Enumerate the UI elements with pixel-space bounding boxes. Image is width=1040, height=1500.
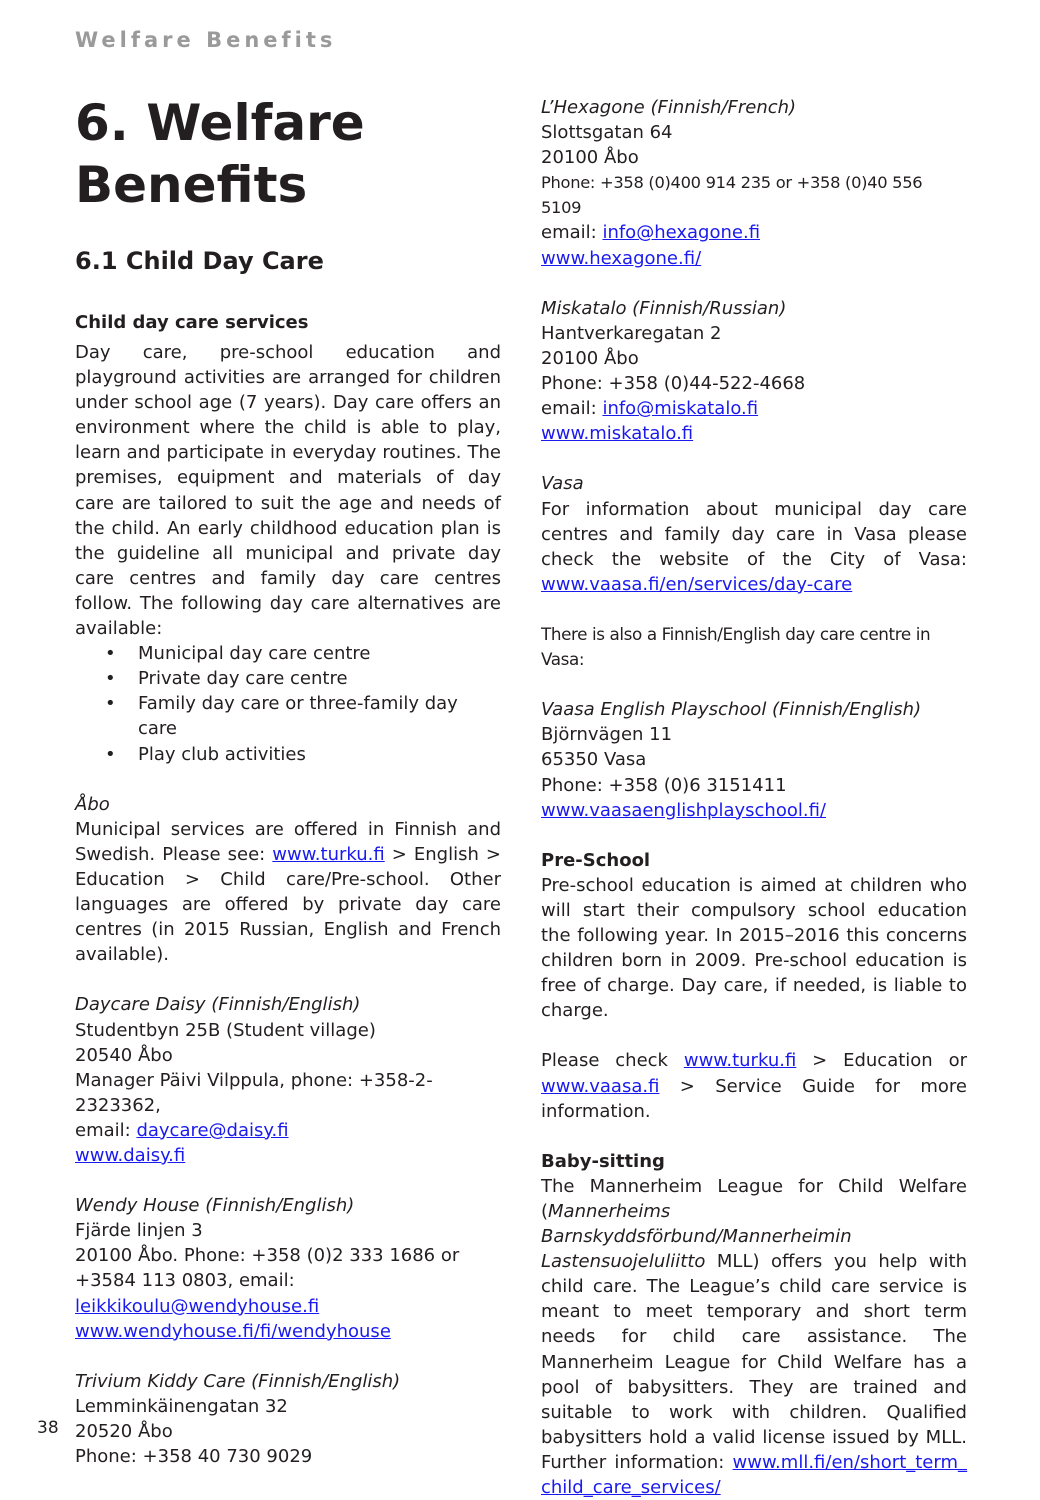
trivium-city: 20520 Åbo — [75, 1421, 173, 1443]
vasa-text: For information about municipal day care centres and family day care in Vasa please check the website of the City of Vasa: — [541, 498, 967, 570]
vasa-also-text: There is also a Finnish/English day care centre in Vasa: — [541, 623, 931, 670]
preschool-check-paragraph — [541, 1048, 967, 1123]
vasa-heading: Vasa — [541, 473, 584, 495]
miskatalo-web-link[interactable]: www.miskatalo.fi — [541, 423, 694, 445]
preschool-check-2: > Education or — [796, 1050, 967, 1072]
wendy-web-link[interactable]: www.wendyhouse.fi/fi/wendyhouse — [75, 1320, 391, 1342]
hexagone-email-link[interactable]: info@hexagone.fi — [602, 222, 761, 244]
list-item: • Private day care centre — [75, 666, 501, 691]
wendy-contact: 20100 Åbo. Phone: +358 (0)2 333 1686 or +3584 113 0803, email: — [75, 1245, 460, 1292]
vaasa-english-name: Vaasa English Playschool (Finnish/English) — [541, 699, 922, 721]
hexagone-email-label: email: — [541, 222, 603, 244]
daisy-email-label: email: — [75, 1119, 137, 1141]
vaasa-english-entry — [541, 697, 967, 822]
vasa-link[interactable]: www.vaasa.fi/en/services/day-care — [541, 573, 853, 595]
daisy-email-link[interactable]: daycare@daisy.fi — [136, 1119, 289, 1141]
hexagone-city: 20100 Åbo — [541, 147, 639, 169]
vaasa-english-city: 65350 Vasa — [541, 749, 647, 771]
hexagone-web-link[interactable]: www.hexagone.fi/ — [541, 247, 702, 269]
vaasa-english-street: Björnvägen 11 — [541, 724, 673, 746]
daisy-entry — [75, 992, 501, 1168]
wendy-contact-line — [75, 1243, 501, 1318]
miskatalo-entry — [541, 296, 967, 447]
miskatalo-email-label: email: — [541, 398, 603, 420]
list-item: • Play club activities — [75, 742, 501, 767]
miskatalo-city: 20100 Åbo — [541, 347, 639, 369]
babysitting-heading: Baby-sitting — [541, 1150, 665, 1172]
list-item: • Municipal day care centre — [75, 641, 501, 666]
daisy-name: Daycare Daisy (Finnish/English) — [75, 994, 361, 1016]
preschool-check-3: > Service Guide for more information. — [541, 1075, 967, 1122]
left-body — [75, 310, 501, 1469]
preschool-paragraph: Pre-school education is aimed at children who will start their compulsory school education the following year. In 2015–2016 this concerns children born in 2009. Pre-school education is free of charge. Day care, if needed, is liable to charge. — [541, 874, 967, 1022]
trivium-street: Lemminkäinengatan 32 — [75, 1395, 288, 1417]
section-title: 6.1 Child Day Care — [75, 247, 324, 275]
vaasa-english-web-link[interactable]: www.vaasaenglishplayschool.fi/ — [541, 799, 826, 821]
page-number: 38 — [37, 1418, 59, 1438]
alternatives-list — [75, 641, 501, 766]
abo-text-1: Municipal services are offered in Finnish and Swedish. Please see: — [75, 818, 501, 865]
babysitting-paragraph — [541, 1174, 967, 1500]
preschool-heading: Pre-School — [541, 849, 651, 871]
wendy-street: Fjärde linjen 3 — [75, 1220, 203, 1242]
daisy-street: Studentbyn 25B (Student village) — [75, 1019, 376, 1041]
hexagone-entry — [541, 95, 967, 271]
trivium-name: Trivium Kiddy Care (Finnish/English) — [75, 1370, 401, 1392]
miskatalo-email-link[interactable]: info@miskatalo.fi — [602, 398, 759, 420]
vaasa-english-phone: Phone: +358 (0)6 3151411 — [541, 774, 787, 796]
miskatalo-name: Miskatalo (Finnish/Russian) — [541, 297, 787, 319]
daisy-web-link[interactable]: www.daisy.fi — [75, 1145, 186, 1166]
chapter-title-line-1: 6. Welfare — [75, 94, 365, 152]
wendy-entry — [75, 1193, 501, 1344]
abo-heading: Åbo — [75, 793, 110, 815]
hexagone-email-line — [541, 220, 967, 245]
preschool-check-1: Please check — [541, 1050, 684, 1072]
miskatalo-street: Hantverkaregatan 2 — [541, 322, 722, 344]
services-heading: Child day care services — [75, 312, 309, 333]
miskatalo-phone: Phone: +358 (0)44-522-4668 — [541, 373, 806, 395]
miskatalo-email-line — [541, 396, 967, 421]
abo-paragraph — [75, 817, 501, 968]
wendy-name: Wendy House (Finnish/English) — [75, 1195, 355, 1217]
turku-link[interactable]: www.turku.fi — [272, 843, 385, 865]
preschool-vaasa-link[interactable]: www.vaasa.fi — [541, 1075, 660, 1097]
hexagone-street: Slottsgatan 64 — [541, 122, 673, 144]
wendy-email-link[interactable]: leikkikoulu@wendyhouse.fi — [75, 1295, 320, 1317]
daisy-manager: Manager Päivi Vilppula, phone: +358-2-2323362, — [75, 1069, 433, 1116]
daisy-city: 20540 Åbo — [75, 1044, 173, 1066]
services-paragraph: Day care, pre-school education and playground activities are arranged for children under school age (7 years). Day care offers an environment where the child is able to play, learn and participate in everyday routines. The premises, equipment and materials of day care are tailored to suit the age and needs of the child. An early childhood education plan is the guideline all municipal and private day care centres and family day care centres follow. The following day care alternatives are available: — [75, 342, 501, 640]
babysitting-text-2: MLL) offers you help with child care. The League’s child care service is meant to meet temporary and short term needs for child care assistance. The Mannerheim League for Child Welfare has a pool of babysitters. They are trained and suitable to work with children. Qualified babysitters hold a valid license issued by MLL. Further information: — [541, 1251, 967, 1473]
right-body — [541, 95, 967, 1500]
vasa-paragraph — [541, 497, 967, 597]
running-header: Welfare Benefits — [75, 28, 337, 52]
abo-text-2: > English > Education > Child care/Pre-school. Other languages are offered by private day care centres (in 2015 Russian, English and French available). — [75, 843, 502, 966]
chapter-title — [75, 92, 501, 216]
list-item: • Family day care or three-family day care — [75, 691, 501, 741]
hexagone-name: L’Hexagone (Finnish/French) — [541, 97, 797, 118]
preschool-turku-link[interactable]: www.turku.fi — [683, 1050, 797, 1072]
chapter-title-line-2: Benefits — [75, 156, 308, 214]
mll-link[interactable]: www.mll.fi/en/short_term_child_care_services/ — [541, 1451, 967, 1498]
hexagone-phone: Phone: +358 (0)400 914 235 or +358 (0)40 556 5109 — [541, 173, 923, 218]
trivium-phone: Phone: +358 40 730 9029 — [75, 1446, 313, 1468]
daisy-email-line — [75, 1118, 501, 1143]
babysitting-org-names: Mannerheims Barnskyddsförbund/Mannerheimin Lastensuojeluliitto — [541, 1200, 852, 1273]
trivium-entry — [75, 1369, 501, 1469]
babysitting-text-1: The Mannerheim League for Child Welfare ( — [541, 1175, 967, 1222]
